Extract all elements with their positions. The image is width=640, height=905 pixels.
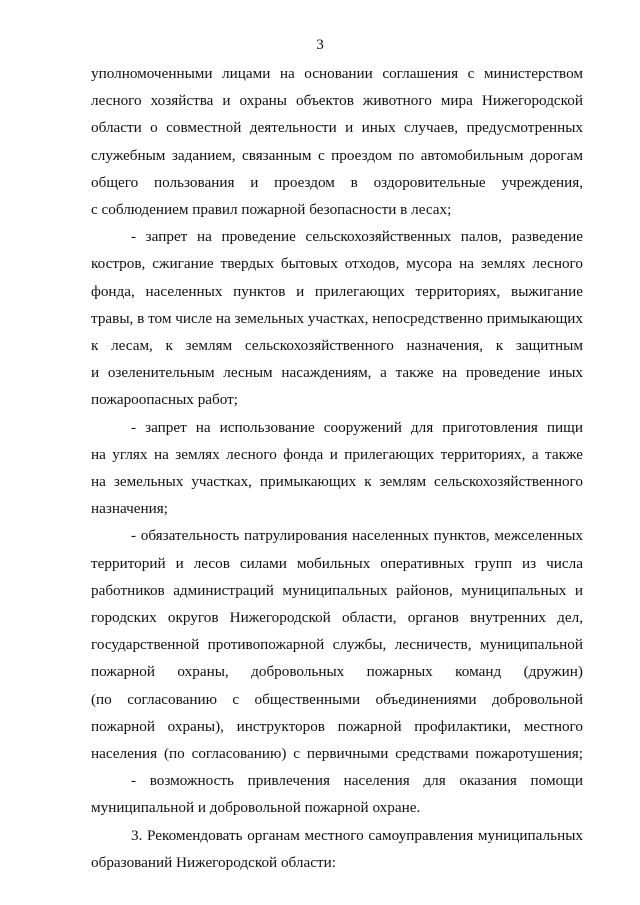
text-line: фонда, населенных пунктов и прилегающих территориях, выжигание xyxy=(91,282,583,300)
text-line: служебным заданием, связанным с проездом по автомобильным дорогам xyxy=(91,146,583,164)
text-line: пожарной охраны), инструкторов пожарной профилактики, местного xyxy=(91,717,583,735)
text-line: на углях на землях лесного фонда и прилегающих территориях, а также xyxy=(91,445,583,463)
text-line: пожарной охраны, добровольных пожарных команд (дружин) xyxy=(91,663,583,681)
text-line: с соблюдением правил пожарной безопасности в лесах; xyxy=(91,201,452,218)
text-line: пожароопасных работ; xyxy=(91,391,239,409)
text-line: лесного хозяйства и охраны объектов животного мира Нижегородской xyxy=(91,92,583,110)
text-line: и озеленительным лесным насаждениям, а также на проведение иных xyxy=(91,364,583,382)
text-line: костров, сжигание твердых бытовых отходов, мусора на землях лесного xyxy=(91,255,583,273)
text-line: городских округов Нижегородской области, органов внутренних дел, xyxy=(91,609,583,626)
text-line: уполномоченными лицами на основании соглашения с министерством xyxy=(91,65,583,82)
text-line: - обязательность патрулирования населенных пунктов, межселенных xyxy=(131,527,583,545)
text-line: муниципальной и добровольной пожарной охране. xyxy=(91,799,421,817)
text-line: травы, в том числе на земельных участках, непосредственно примыкающих xyxy=(91,309,584,327)
text-line: - запрет на проведение сельскохозяйственных палов, разведение xyxy=(131,228,583,246)
page-number: 3 xyxy=(316,36,324,53)
text-line: - запрет на использование сооружений для приготовления пищи xyxy=(131,418,583,436)
text-line: территорий и лесов силами мобильных оперативных групп из числа xyxy=(91,554,583,572)
text-line: общего пользования и проездом в оздоровительные учреждения, xyxy=(91,173,583,191)
text-line: государственной противопожарной службы, лесничеств, муниципальной xyxy=(91,636,583,654)
text-line: назначения; xyxy=(91,500,168,518)
text-line: работников администраций муниципальных районов, муниципальных и xyxy=(91,581,583,599)
text-line: к лесам, к землям сельскохозяйственного назначения, к защитным xyxy=(91,337,583,354)
text-line: области о совместной деятельности и иных случаев, предусмотренных xyxy=(91,119,583,137)
text-line: (по согласованию с общественными объединениями добровольной xyxy=(91,690,583,708)
text-line: на земельных участках, примыкающих к землям сельскохозяйственного xyxy=(91,473,583,490)
text-line: - возможность привлечения населения для оказания помощи xyxy=(131,772,583,790)
text-line: образований Нижегородской области: xyxy=(91,853,336,871)
text-line: населения (по согласованию) с первичными средствами пожаротушения; xyxy=(91,745,583,762)
text-line: 3. Рекомендовать органам местного самоуправления муниципальных xyxy=(131,826,583,844)
